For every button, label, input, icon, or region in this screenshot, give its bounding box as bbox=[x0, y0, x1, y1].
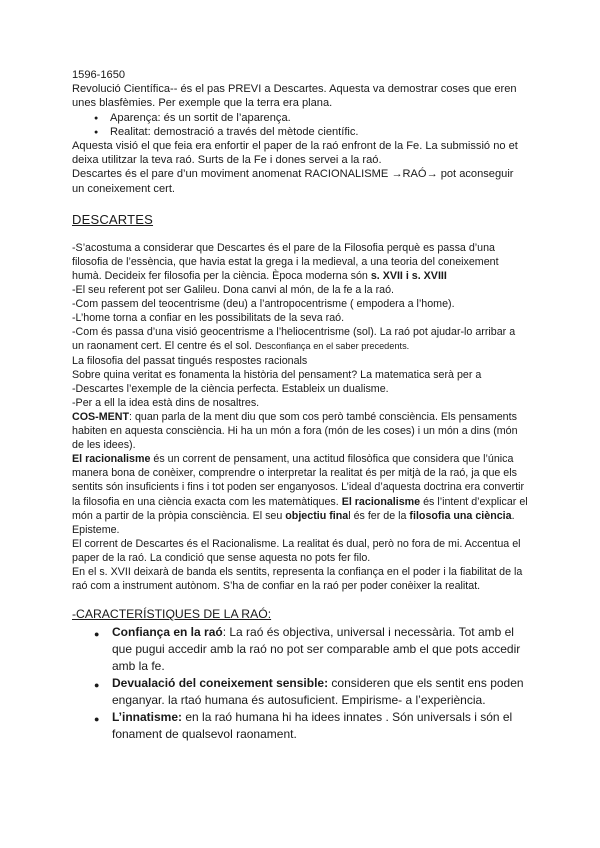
caracteristiques-list bbox=[72, 624, 528, 743]
pare-paragraph: Descartes és el pare d’un moviment anomenat RACIONALISME →RAÓ→ pot aconseguir un coneixement cert. bbox=[72, 168, 514, 195]
descartes-p1: -S’acostuma a considerar que Descartes és el pare de la Filosofia perquè es passa d’una filosofia de l’essència, que havia estat la grega i la medieval, a una teoria del coneixement humà. Decideix fer filosofia per la ciència. Època moderna són s. XVII i s. XVIII bbox=[72, 241, 499, 283]
xvii-paragraph: En el s. XVII deixarà de banda els sentits, representa la confiança en el poder i la fiabilitat de la raó com a instrument autònom. S’ha de confiar en la raó per poder conèixer la realitat. bbox=[72, 565, 523, 593]
descartes-l8: -Descartes l’exemple de la ciència perfecta. Estableix un dualisme. bbox=[72, 382, 389, 395]
bullet-aparenca: ● Aparença: és un sortit de l’aparença. bbox=[110, 111, 528, 125]
caracteristica-item: ● L’innatisme: en la raó humana hi ha idees innates . Són universals i són el fonament de qualsevol raonament. bbox=[112, 709, 528, 743]
descartes-l3: -Com passem del teocentrisme (deu) a l’antropocentrisme ( empodera a l’home). bbox=[72, 298, 455, 311]
descartes-l2: -El seu referent pot ser Galileu. Dona canvi al món, de la fe a la raó. bbox=[72, 284, 394, 297]
caracteristiques-section bbox=[72, 624, 528, 743]
corrent-paragraph: El corrent de Descartes és el Racionalisme. La realitat és dual, però no fora de mi. Accentua el paper de la raó. La condició que sense aquesta no pots fer filo. bbox=[72, 537, 521, 564]
bullet-realitat: ● Realitat: demostració a través del mètode científic. bbox=[110, 125, 528, 139]
intro-section bbox=[72, 68, 528, 196]
descartes-heading: DESCARTES bbox=[72, 211, 154, 227]
cos-ment-paragraph: COS-MENT: quan parla de la ment diu que som cos però també consciència. Els pensaments habiten en aquesta consciència. Hi ha un món a fora (món de les coses) i un món a dins (món de les idees). bbox=[72, 410, 518, 452]
descartes-l4: -L’home torna a confiar en les possibilitats de la seva raó. bbox=[72, 312, 345, 325]
intro-bullets bbox=[72, 111, 528, 139]
descartes-l9: -Per a ell la idea està dins de nosaltres. bbox=[72, 396, 260, 409]
caracteristiques-heading: -CARACTERÍSTIQUES DE LA RAÓ: bbox=[72, 607, 272, 622]
descartes-l5: -Com és passa d’una visió geocentrisme a l’heliocentrisme (sol). La raó pot ajudar-lo arribar a un raonament cert. El centre és el sol. Desconfiança en el saber precedents. bbox=[72, 326, 516, 353]
visio-paragraph: Aquesta visió el que feia era enfortir el paper de la raó enfront de la Fe. La submissió no et deixa utilitzar la teva raó. Surts de la Fe i dones servei a la raó. bbox=[72, 140, 518, 167]
descartes-section bbox=[72, 241, 528, 593]
racionalisme-paragraph: El racionalisme és un corrent de pensament, una actitud filosòfica que considera que l’única manera bona de conèixer, comprendre o interpretar la realitat és per mitjà de la raó, ja que els sentits són insuficients i fins i tot poden ser enganyosos. L’ideal d’aquesta doctrina era convertir la filosofia en una ciència exacta com les matemàtiques. El racionalisme és l’intent d’explicar el món a partir de la pròpia consciència. El seu objectiu final és fer de la filosofia una ciència. Episteme. bbox=[72, 453, 528, 536]
years: 1596-1650 bbox=[72, 69, 126, 81]
revolucio-paragraph: Revolució Científica-- és el pas PREVI a Descartes. Aquesta va demostrar coses que eren unes blasfèmies. Per exemple que la terra era plana. bbox=[72, 83, 517, 110]
caracteristica-item: ● Confiança en la raó: La raó és objectiva, universal i necessària. Tot amb el que pugui accedir amb la raó no pot ser comparable amb el que pots accedir amb la fe. bbox=[112, 624, 528, 675]
descartes-l6: La filosofia del passat tingués respostes racionals bbox=[72, 354, 308, 367]
descartes-l7: Sobre quina veritat es fonamenta la història del pensament? La matematica serà per a bbox=[72, 368, 482, 381]
caracteristica-item: ● Devualació del coneixement sensible: consideren que els sentit ens poden enganyar. la rtaó humana és autosuficient. Empirisme- a l’experiència. bbox=[112, 675, 528, 709]
